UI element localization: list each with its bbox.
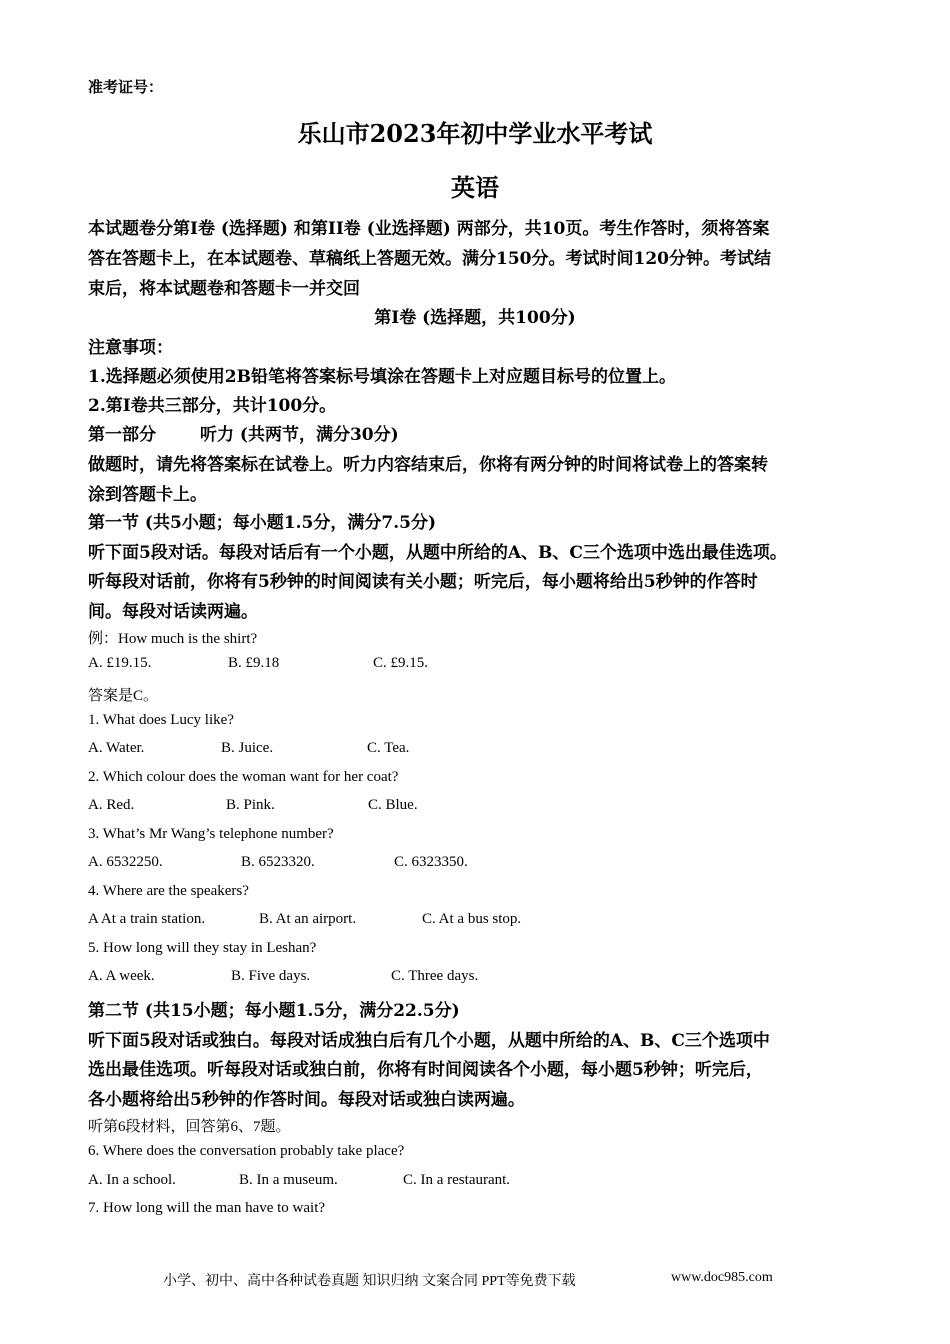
question-6: 6. Where does the conversation probably take place?	[88, 1143, 405, 1159]
q3-option-a: A. 6532250.	[88, 854, 163, 870]
q6-option-c: C. In a restaurant.	[403, 1172, 511, 1188]
q6-option-a: A. In a school.	[88, 1172, 176, 1188]
section1-instruction-2: 听每段对话前，你将有5秒钟的时间阅读有关小题；听完后，每小题将给出5秒钟的作答时	[88, 572, 758, 592]
exam-id-label: 准考证号：	[88, 78, 164, 96]
q2-option-a: A. Red.	[88, 797, 135, 813]
section2-instruction-1: 听下面5段对话或独白。每段对话成独白后有几个小题，从题中所给的A、B、C三个选项中	[88, 1031, 770, 1051]
q2-option-b: B. Pink.	[226, 797, 275, 813]
q3-option-c: C. 6323350.	[394, 854, 468, 870]
footer-url[interactable]: www.doc985.com	[671, 1270, 773, 1285]
q5-option-c: C. Three days.	[391, 968, 479, 984]
example-answer: 答案是C。	[88, 688, 159, 704]
q4-option-a: A At a train station.	[88, 911, 206, 927]
example-option-a: A. £19.15.	[88, 655, 152, 671]
q2-option-c: C. Blue.	[368, 797, 418, 813]
question-2: 2. Which colour does the woman want for her coat?	[88, 769, 399, 785]
question-5: 5. How long will they stay in Leshan?	[88, 940, 317, 956]
question-4: 4. Where are the speakers?	[88, 883, 249, 899]
section2-heading: 第二节 (共15小题；每小题1.5分，满分22.5分)	[88, 1001, 460, 1021]
note-2: 2.第I卷共三部分，共计100分。	[88, 396, 337, 416]
q5-option-b: B. Five days.	[231, 968, 311, 984]
volume-title: 第I卷 (选择题，共100分)	[374, 308, 576, 328]
q1-option-b: B. Juice.	[221, 740, 274, 756]
question-1: 1. What does Lucy like?	[88, 712, 234, 728]
section1-instruction-1: 听下面5段对话。每段对话后有一个小题，从题中所给的A、B、C三个选项中选出最佳选项。	[88, 543, 787, 563]
part1-instruction-2: 涂到答题卡上。	[88, 485, 207, 505]
example-option-b: B. £9.18	[228, 655, 280, 671]
question-7: 7. How long will the man have to wait?	[88, 1200, 326, 1216]
intro-line-1: 本试题卷分第I卷 (选择题) 和第II卷 (业选择题) 两部分，共10页。考生作答时，须将答案	[88, 219, 770, 239]
q5-option-a: A. A week.	[88, 968, 155, 984]
section2-instruction-2: 选出最佳选项。听每段对话或独白前，你将有时间阅读各个小题，每小题5秒钟；听完后，	[88, 1060, 763, 1080]
section2-instruction-3: 各小题将给出5秒钟的作答时间。每段对话或独白读两遍。	[88, 1090, 525, 1110]
q4-option-b: B. At an airport.	[259, 911, 357, 927]
note-1: 1.选择题必须使用2B铅笔将答案标号填涂在答题卡上对应题目标号的位置上。	[88, 367, 676, 387]
q3-option-b: B. 6523320.	[241, 854, 315, 870]
part1-title: 听力 (共两节，满分30分)	[200, 425, 399, 445]
intro-line-3: 束后，将本试题卷和答题卡一并交回	[88, 279, 360, 299]
example-question: 例：How much is the shirt?	[88, 631, 258, 647]
intro-line-2: 答在答题卡上，在本试题卷、草稿纸上答题无效。满分150分。考试时间120分钟。考试结	[88, 249, 771, 269]
q4-option-c: C. At a bus stop.	[422, 911, 522, 927]
exam-title: 乐山市2023年初中学业水平考试	[297, 119, 653, 148]
q1-option-a: A. Water.	[88, 740, 145, 756]
example-option-c: C. £9.15.	[373, 655, 429, 671]
material-note: 听第6段材料，回答第6、7题。	[88, 1119, 291, 1135]
section1-instruction-3: 间。每段对话读两遍。	[88, 602, 258, 622]
subject-title: 英语	[451, 173, 499, 202]
section1-heading: 第一节 (共5小题；每小题1.5分，满分7.5分)	[88, 513, 436, 533]
part1-label: 第一部分	[88, 425, 156, 445]
footer-text: 小学、初中、高中各种试卷真题 知识归纳 文案合同 PPT等免费下载	[163, 1274, 576, 1289]
notes-heading: 注意事项：	[88, 338, 173, 358]
part1-instruction-1: 做题时，请先将答案标在试卷上。听力内容结束后，你将有两分钟的时间将试卷上的答案转	[88, 455, 768, 475]
question-3: 3. What’s Mr Wang’s telephone number?	[88, 826, 334, 842]
q1-option-c: C. Tea.	[367, 740, 410, 756]
q6-option-b: B. In a museum.	[239, 1172, 338, 1188]
